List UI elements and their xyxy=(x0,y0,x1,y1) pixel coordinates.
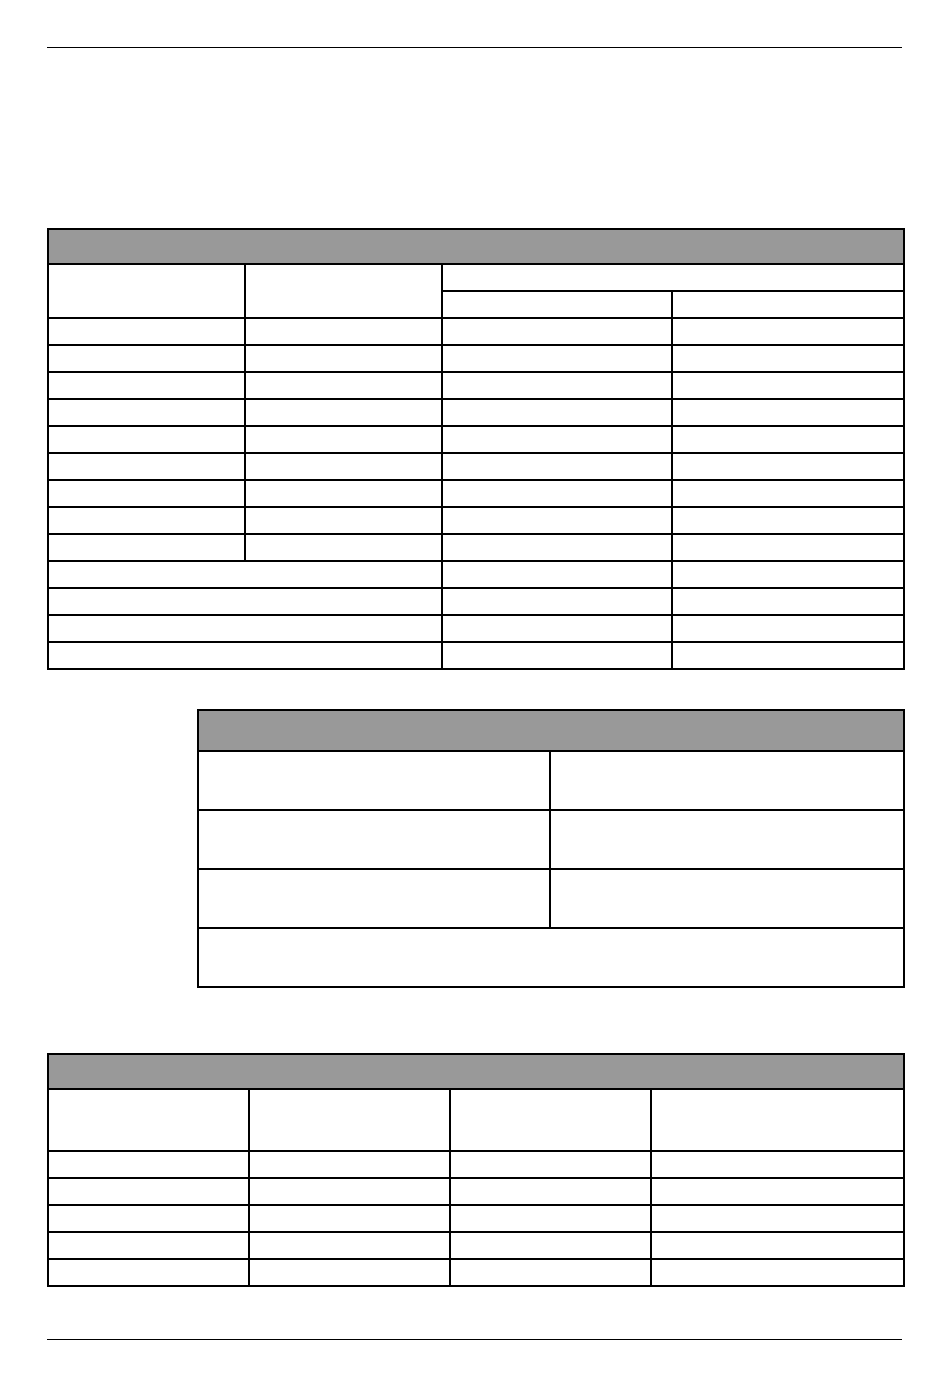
table-row xyxy=(198,751,904,810)
table-cell xyxy=(442,507,672,534)
table-3-title-row xyxy=(48,1054,904,1089)
table-1-title xyxy=(48,229,904,264)
table-cell xyxy=(245,453,442,480)
table-cell xyxy=(442,642,672,669)
table-cell xyxy=(450,1205,651,1232)
table-2 xyxy=(197,709,905,988)
table-cell xyxy=(672,345,904,372)
table-cell xyxy=(550,869,904,928)
table-cell xyxy=(48,507,245,534)
table-row xyxy=(48,1259,904,1286)
table-1 xyxy=(47,228,905,670)
table-cell xyxy=(48,453,245,480)
table-cell xyxy=(48,534,245,561)
table-cell xyxy=(48,480,245,507)
table-cell xyxy=(442,372,672,399)
table-3-col-header xyxy=(651,1089,904,1151)
table-3-col-header xyxy=(48,1089,249,1151)
table-cell xyxy=(249,1178,450,1205)
table-cell xyxy=(245,345,442,372)
table-cell xyxy=(48,615,442,642)
table-cell xyxy=(249,1151,450,1178)
footer-rule xyxy=(47,1339,902,1340)
table-cell xyxy=(48,399,245,426)
table-cell xyxy=(245,480,442,507)
table-cell xyxy=(672,480,904,507)
table-row xyxy=(48,615,904,642)
table-2-title-row xyxy=(198,710,904,751)
table-cell xyxy=(245,426,442,453)
table-cell xyxy=(672,507,904,534)
table-cell xyxy=(442,561,672,588)
table-cell xyxy=(672,453,904,480)
table-row xyxy=(48,453,904,480)
table-cell xyxy=(198,810,550,869)
table-cell xyxy=(651,1151,904,1178)
table-row xyxy=(198,869,904,928)
table-row xyxy=(48,1232,904,1259)
table-cell xyxy=(450,1178,651,1205)
table-3-col-header xyxy=(450,1089,651,1151)
table-3-col-header xyxy=(249,1089,450,1151)
table-cell xyxy=(245,399,442,426)
table-cell xyxy=(672,588,904,615)
table-cell xyxy=(48,588,442,615)
table-cell xyxy=(48,561,442,588)
table-cell xyxy=(651,1178,904,1205)
table-cell xyxy=(48,1232,249,1259)
table-3-title xyxy=(48,1054,904,1089)
table-cell xyxy=(245,534,442,561)
table-cell xyxy=(48,318,245,345)
table-row xyxy=(48,642,904,669)
table-cell xyxy=(672,399,904,426)
table-cell xyxy=(550,751,904,810)
table-row xyxy=(48,534,904,561)
table-cell xyxy=(245,507,442,534)
table-row xyxy=(48,561,904,588)
table-cell xyxy=(450,1232,651,1259)
table-1-subheader xyxy=(442,291,672,318)
table-row xyxy=(48,1205,904,1232)
table-1-col-header xyxy=(48,264,245,318)
table-cell xyxy=(672,534,904,561)
table-cell xyxy=(450,1151,651,1178)
table-1-col-header xyxy=(245,264,442,318)
table-cell xyxy=(672,318,904,345)
table-cell xyxy=(442,588,672,615)
table-cell xyxy=(249,1259,450,1286)
table-row xyxy=(198,928,904,987)
table-cell xyxy=(198,869,550,928)
table-1-subheader xyxy=(672,291,904,318)
table-cell xyxy=(48,1205,249,1232)
table-cell xyxy=(245,318,442,345)
table-cell xyxy=(442,453,672,480)
table-3 xyxy=(47,1053,905,1287)
table-cell xyxy=(442,318,672,345)
table-cell xyxy=(249,1205,450,1232)
header-rule xyxy=(47,47,902,48)
table-2-title xyxy=(198,710,904,751)
table-cell xyxy=(550,810,904,869)
table-cell xyxy=(672,372,904,399)
table-cell xyxy=(651,1232,904,1259)
table-row xyxy=(198,810,904,869)
table-cell xyxy=(442,399,672,426)
table-cell xyxy=(48,1178,249,1205)
table-cell xyxy=(442,480,672,507)
table-cell xyxy=(450,1259,651,1286)
table-row xyxy=(48,345,904,372)
table-cell xyxy=(672,561,904,588)
table-row xyxy=(48,318,904,345)
table-row xyxy=(48,399,904,426)
table-1-header-row xyxy=(48,264,904,291)
table-cell xyxy=(442,426,672,453)
table-cell xyxy=(672,426,904,453)
table-cell xyxy=(651,1259,904,1286)
table-1-group-header xyxy=(442,264,904,291)
table-cell xyxy=(442,345,672,372)
table-cell xyxy=(442,615,672,642)
table-cell xyxy=(198,928,904,987)
table-cell xyxy=(48,426,245,453)
table-cell xyxy=(48,1259,249,1286)
table-cell xyxy=(672,642,904,669)
table-cell xyxy=(48,642,442,669)
table-cell xyxy=(249,1232,450,1259)
table-cell xyxy=(48,372,245,399)
table-cell xyxy=(442,534,672,561)
table-cell xyxy=(245,372,442,399)
table-row xyxy=(48,480,904,507)
table-cell xyxy=(672,615,904,642)
table-row xyxy=(48,1178,904,1205)
table-3-header-row xyxy=(48,1089,904,1151)
table-cell xyxy=(651,1205,904,1232)
table-row xyxy=(48,588,904,615)
table-row xyxy=(48,372,904,399)
table-row xyxy=(48,507,904,534)
table-1-title-row xyxy=(48,229,904,264)
table-row xyxy=(48,426,904,453)
table-row xyxy=(48,1151,904,1178)
table-cell xyxy=(48,345,245,372)
table-cell xyxy=(48,1151,249,1178)
table-cell xyxy=(198,751,550,810)
